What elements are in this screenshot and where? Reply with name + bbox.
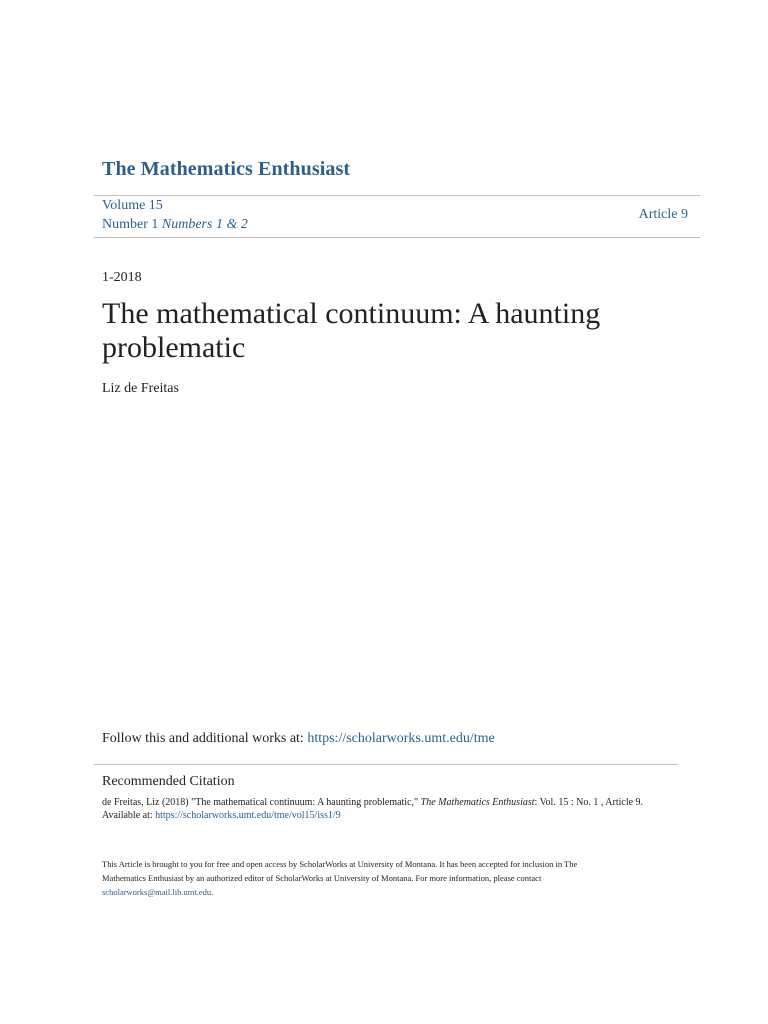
follow-link[interactable]: https://scholarworks.umt.edu/tme	[307, 731, 495, 746]
publication-date: 1-2018	[102, 270, 142, 285]
follow-line	[102, 731, 495, 747]
available-link[interactable]: https://scholarworks.umt.edu/tme/vol15/iss1/9	[155, 810, 341, 821]
recommended-citation-heading: Recommended Citation	[102, 774, 235, 789]
journal-title[interactable]: The Mathematics Enthusiast	[102, 158, 351, 180]
notice-line2: Mathematics Enthusiast by an authorized editor of ScholarWorks at University of Montana. For more information, please contact	[102, 873, 542, 883]
divider-middle	[94, 237, 700, 238]
contact-email-link[interactable]: scholarworks@mail.lib.umt.edu	[102, 887, 212, 897]
article-title	[102, 297, 662, 365]
number-label[interactable]: Number 1	[102, 217, 159, 232]
notice-line1: This Article is brought to you for free and open access by ScholarWorks at University of Montana. It has been accepted for inclusion in The	[102, 859, 578, 869]
divider-top	[94, 195, 700, 196]
follow-text: Follow this and additional works at:	[102, 731, 308, 746]
number-line[interactable]	[102, 217, 248, 233]
article-title-line1: The mathematical continuum: A haunting	[102, 297, 601, 330]
citation-after: : Vol. 15 : No. 1 , Article 9.	[534, 797, 644, 808]
available-label: Available at:	[102, 810, 156, 821]
access-notice	[102, 857, 642, 899]
citation-text	[102, 796, 702, 822]
divider-bottom	[94, 764, 678, 765]
numbers-italic-label[interactable]: Numbers 1 & 2	[161, 217, 248, 232]
citation-journal: The Mathematics Enthusiast	[420, 797, 535, 808]
volume-link[interactable]: Volume 15	[102, 198, 163, 213]
notice-email-suffix: .	[211, 887, 214, 897]
citation-before: de Freitas, Liz (2018) "The mathematical continuum: A haunting problematic,"	[102, 797, 421, 808]
article-number-link[interactable]: Article 9	[638, 207, 688, 222]
author-name[interactable]: Liz de Freitas	[102, 381, 179, 396]
article-title-line2: problematic	[102, 331, 246, 364]
